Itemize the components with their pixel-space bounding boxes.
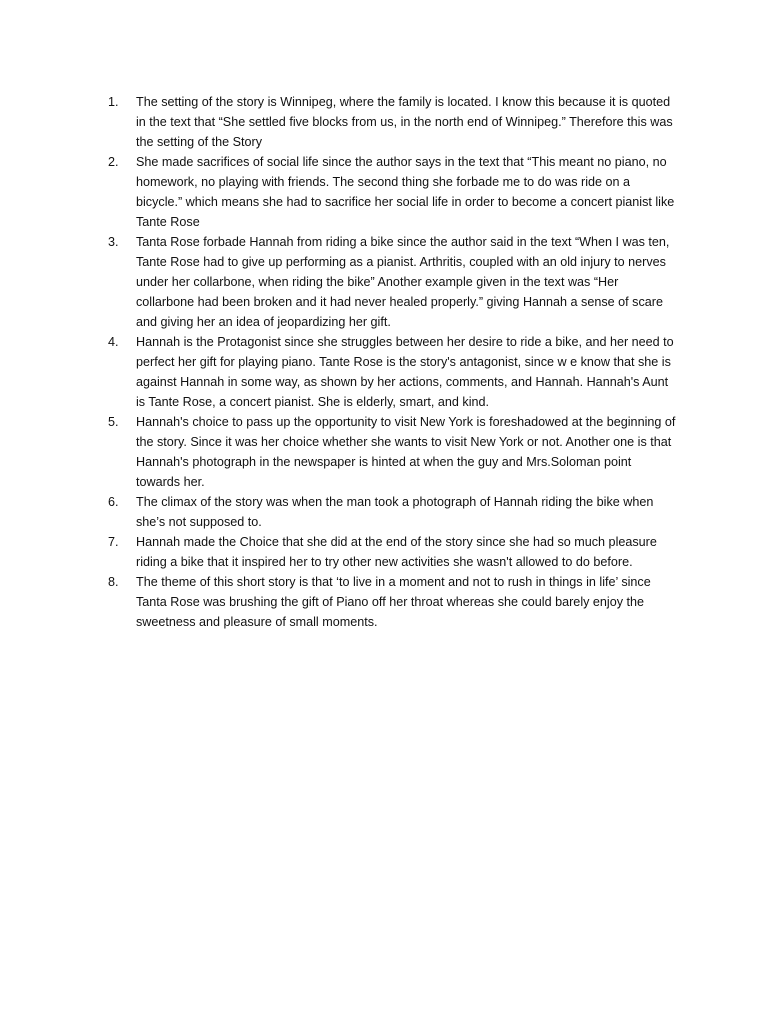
item-number: 4. [108,335,119,349]
item-number: 5. [108,415,119,429]
item-text: Hannah is the Protagonist since she struggles between her desire to ride a bike, and her need to perfect her gift for playing piano. Tante Rose is the story's antagonist, since w e know that she is against Hannah in some way, as shown by her actions, comments, and Hannah. Hannah's Aunt is Tante Rose, a concert pianist. She is elderly, smart, and kind. [136,335,674,409]
item-text: She made sacrifices of social life since the author says in the text that “This meant no piano, no homework, no playing with friends. The second thing she forbade me to do was ride on a bicycle.” which means she had to sacrifice her social life in order to become a concert pianist like Tante Rose [136,155,675,229]
item-text: Tanta Rose forbade Hannah from riding a bike since the author said in the text “When I was ten, Tante Rose had to give up performing as a pianist. Arthritis, coupled with an old injury to nerves under her collarbone, when riding the bike” Another example given in the text was “Her collarbone had been broken and it had never healed properly.” giving Hannah a sense of scare and giving her an idea of jeopardizing her gift. [136,235,670,329]
item-number: 1. [108,95,119,109]
list-item [108,232,678,332]
item-text: Hannah made the Choice that she did at the end of the story since she had so much pleasure riding a bike that it inspired her to try other new activities she wasn't allowed to do before. [136,535,657,569]
answer-list [108,92,678,632]
item-number: 8. [108,575,119,589]
list-item [108,532,678,572]
item-text: Hannah's choice to pass up the opportunity to visit New York is foreshadowed at the beginning of the story. Since it was her choice whether she wants to visit New York or not. Another one is that Hannah's photograph in the newspaper is hinted at when the guy and Mrs.Soloman point towards her. [136,415,676,489]
list-item [108,412,678,492]
list-item [108,92,678,152]
item-number: 3. [108,235,119,249]
item-text: The theme of this short story is that ‘to live in a moment and not to rush in things in life’ since Tanta Rose was brushing the gift of Piano off her throat whereas she could barely enjoy the sweetness and pleasure of small moments. [136,575,651,629]
list-item [108,572,678,632]
item-number: 2. [108,155,119,169]
item-number: 6. [108,495,119,509]
list-item [108,332,678,412]
item-text: The climax of the story was when the man took a photograph of Hannah riding the bike when she’s not supposed to. [136,495,654,529]
list-item [108,492,678,532]
item-number: 7. [108,535,119,549]
list-item [108,152,678,232]
item-text: The setting of the story is Winnipeg, where the family is located. I know this because it is quoted in the text that “She settled five blocks from us, in the north end of Winnipeg.” Therefore this was the setting of the Story [136,95,673,149]
